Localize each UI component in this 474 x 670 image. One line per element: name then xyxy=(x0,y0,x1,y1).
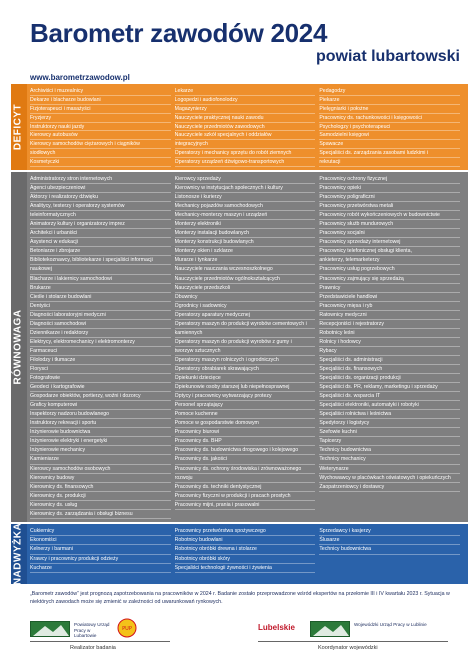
occupation-item: Fryzjerzy xyxy=(30,114,171,123)
occupation-item: Bibliotekoznawcy, bibliotekarze i specjaliści informacji xyxy=(30,256,171,265)
occupation-item: Pracownicy mięsa i ryb xyxy=(319,302,460,311)
occupation-item: Pomoce kuchenne xyxy=(175,410,316,419)
occupation-item: integracyjnych xyxy=(175,140,316,149)
occupation-item: Specjaliści rolnictwa i leśnictwa xyxy=(319,410,460,419)
occupation-item: Kucharze xyxy=(30,564,171,573)
page-subtitle: powiat lubartowski xyxy=(315,48,460,65)
divider-left xyxy=(30,641,170,642)
occupation-item: Kierowcy autobusów xyxy=(30,131,171,140)
occupation-item: Pracownicy przetwórstwa spożywczego xyxy=(175,527,316,536)
occupation-item: kamiennych xyxy=(175,329,316,338)
occupation-item: Ślusarze xyxy=(319,536,460,545)
occupation-item: Operatorzy maszyn rolniczych i ogrodniczych xyxy=(175,356,316,365)
occupation-item: Specjaliści ds. organizacji produkcji xyxy=(319,374,460,383)
occupation-item: Kierowcy samochodów ciężarowych i ciągników xyxy=(30,140,171,149)
header xyxy=(30,18,460,65)
occupation-item: Pracownicy ds. jakości xyxy=(175,455,316,464)
occupation-item: Cieśle i stolarze budowlani xyxy=(30,293,171,302)
occupation-item: Logopedzi i audiofonolodzy xyxy=(175,96,316,105)
occupation-item: Specjaliści ds. finansowych xyxy=(319,365,460,374)
occupation-item: Robotnicy leśni xyxy=(319,329,460,338)
wup-logo-icon xyxy=(310,621,350,637)
occupation-item: Specjaliści ds. administracji xyxy=(319,356,460,365)
occupation-item: Recepcjoniści i rejestratorzy xyxy=(319,320,460,329)
occupation-item: Technicy mechanicy xyxy=(319,455,460,464)
occupation-column xyxy=(30,527,175,581)
occupation-item: Filolodzy i tłumacze xyxy=(30,356,171,365)
nadwyzka-columns xyxy=(30,527,464,581)
occupation-item: Nauczyciele przedmiotów ogólnokształcących xyxy=(175,275,316,284)
wup-logo-text: Wojewódzki Urząd Pracy w Lublinie xyxy=(354,622,427,627)
page-title: Barometr zawodów 2024 xyxy=(30,18,328,48)
occupation-item: Pracownicy ds. budownictwa drogowego i kolejowego xyxy=(175,446,316,455)
occupation-item: Specjaliści ds. PR, reklamy, marketingu i sprzedaży xyxy=(319,383,460,392)
occupation-column xyxy=(30,175,175,519)
occupation-item: Robotnicy obróbki skóry xyxy=(175,555,316,564)
occupation-item: Pracownicy socjalni xyxy=(319,229,460,238)
occupation-item: Pracownicy ochrony fizycznej xyxy=(319,175,460,184)
occupation-column xyxy=(175,527,320,581)
occupation-item: Elektrycy, elektromechanicy i elektromonterzy xyxy=(30,338,171,347)
occupation-item: rozwoju xyxy=(175,474,316,483)
occupation-item: Magazynierzy xyxy=(175,105,316,114)
occupation-item: Pracownicy opieki xyxy=(319,184,460,193)
occupation-item: Technicy budownictwa xyxy=(319,446,460,455)
occupation-item: naukowej xyxy=(30,265,171,274)
occupation-item: Archiwiści i muzealnicy xyxy=(30,87,171,96)
occupation-item: Fotografowie xyxy=(30,374,171,383)
occupation-item: Aktorzy i realizatorzy dźwięku xyxy=(30,193,171,202)
occupation-item: Pracownicy usług pogrzebowych xyxy=(319,265,460,274)
occupation-item: Wychowawcy w placówkach oświatowych i opiekuńczych xyxy=(319,474,460,483)
occupation-item: Kamieniarze xyxy=(30,455,171,464)
occupation-item: Nauczyciele przedszkoli xyxy=(175,284,316,293)
emblem-icon xyxy=(117,618,137,638)
occupation-item: Pracownicy fizyczni w produkcji i pracach prostych xyxy=(175,492,316,501)
occupation-item: Asystenci w edukacji xyxy=(30,238,171,247)
occupation-column xyxy=(319,527,464,581)
occupation-item: Pracownicy telefonicznej obsługi klienta, xyxy=(319,247,460,256)
occupation-item: Kierownicy ds. finansowych xyxy=(30,483,171,492)
occupation-item: Kierownicy w instytucjach społecznych i kultury xyxy=(175,184,316,193)
occupation-item: Rolnicy i hodowcy xyxy=(319,338,460,347)
occupation-item: Farmaceuci xyxy=(30,347,171,356)
occupation-item: Samodzielni księgowi xyxy=(319,131,460,140)
occupation-item: Monterzy elektroniki xyxy=(175,220,316,229)
occupation-item: Pracownicy ds. BHP xyxy=(175,437,316,446)
occupation-item: Agenci ubezpieczeniowi xyxy=(30,184,171,193)
occupation-item: Monterzy okien i szklarze xyxy=(175,247,316,256)
occupation-item: Instruktorzy rekreacji i sportu xyxy=(30,419,171,428)
occupation-item: Spedytorzy i logistycy xyxy=(319,419,460,428)
occupation-item: Rybacy xyxy=(319,347,460,356)
occupation-item: Operatorzy aparatury medycznej xyxy=(175,311,316,320)
occupation-item: Nauczyciele szkół specjalnych i oddziałów xyxy=(175,131,316,140)
occupation-item: Operatorzy maszyn do produkcji wyrobów cementowych i xyxy=(175,320,316,329)
occupation-item: Florysci xyxy=(30,365,171,374)
occupation-item: Kosmetyczki xyxy=(30,158,171,167)
occupation-item: Pracownicy mijni, prania i prasowalni xyxy=(175,501,316,510)
occupation-item: Opiekunowie osoby starszej lub niepełnosprawnej xyxy=(175,383,316,392)
occupation-item: Pracownicy ds. ochrony środowiska i zrównoważonego xyxy=(175,465,316,474)
footnote: „Barometr zawodów” jest prognozą zapotrzebowania na pracowników w 2024 r. Badanie zostało przeprowadzone wśród ekspertów na przełomie III i IV kwartału 2023 r. Sytuacja w niektórych zawodach może się zmienić w zależności od uwarunkowań rynkowych. xyxy=(30,591,450,605)
occupation-item: Pracownicy ds. rachunkowości i księgowości xyxy=(319,114,460,123)
section-label-deficyt: DEFICYT xyxy=(11,84,27,170)
occupation-item: Diagności laboratoryjni medyczni xyxy=(30,311,171,320)
occupation-item: Tapicerzy xyxy=(319,437,460,446)
section-label-nadwyzka: NADWYŻKA xyxy=(11,524,27,584)
occupation-item: Pracownicy robót wykończeniowych w budownictwie xyxy=(319,211,460,220)
occupation-item: Nauczyciele nauczania wczesnoszkolnego xyxy=(175,265,316,274)
occupation-item: Graficy komputerowi xyxy=(30,401,171,410)
website-link[interactable]: www.barometrzawodow.pl xyxy=(30,73,130,82)
occupation-item: Piekarze xyxy=(319,96,460,105)
occupation-item: Instruktorzy nauki jazdy xyxy=(30,123,171,132)
occupation-item: Kierowcy samochodów osobowych xyxy=(30,465,171,474)
divider-right xyxy=(258,641,448,642)
occupation-item: Operatorzy obrabiarek skrawających xyxy=(175,365,316,374)
occupation-item: Dentyści xyxy=(30,302,171,311)
occupation-item: Kierowcy sprzedaży xyxy=(175,175,316,184)
occupation-item: Robotnicy obróbki drewna i stolarze xyxy=(175,545,316,554)
occupation-item: Psychologzy i psychoterapeuci xyxy=(319,123,460,132)
occupation-item: Blacharze i lakiernicy samochodowi xyxy=(30,275,171,284)
section-label-rownowaga: RÓWNOWAGA xyxy=(11,172,27,522)
occupation-item: Fizjoterapeuci i masażyści xyxy=(30,105,171,114)
occupation-item: Dekarze i blacharze budowlani xyxy=(30,96,171,105)
occupation-item: Pielęgniarki i położne xyxy=(319,105,460,114)
occupation-item: Robotnicy budowlani xyxy=(175,536,316,545)
occupation-item: Kierownicy ds. usług xyxy=(30,501,171,510)
occupation-item: Murarze i tynkarze xyxy=(175,256,316,265)
occupation-item: Monterzy instalacji budowlanych xyxy=(175,229,316,238)
occupation-item: Obuwnicy xyxy=(175,293,316,302)
occupation-item: Specjaliści ds. zarządzania zasobami ludzkimi i xyxy=(319,149,460,158)
occupation-item: Listonosze i kurierzy xyxy=(175,193,316,202)
occupation-item: Betoniarze i zbrojarze xyxy=(30,247,171,256)
lubelskie-logo: Lubelskie xyxy=(258,623,295,632)
rownowaga-columns xyxy=(30,175,464,519)
occupation-item: Lekarze xyxy=(175,87,316,96)
occupation-item: Zaopatrzeniowcy i dostawcy xyxy=(319,483,460,492)
occupation-item: Personel sprzątający xyxy=(175,401,316,410)
occupation-item: Kelnerzy i barmani xyxy=(30,545,171,554)
occupation-item: Cukiernicy xyxy=(30,527,171,536)
occupation-item: Ekonomiści xyxy=(30,536,171,545)
occupation-item: Administratorzy stron internetowych xyxy=(30,175,171,184)
occupation-item: Pracownicy ds. techniki dentystycznej xyxy=(175,483,316,492)
occupation-item: Ogrodnicy i sadownicy xyxy=(175,302,316,311)
occupation-item: Diagności samochodowi xyxy=(30,320,171,329)
occupation-item: teleinformatycznych xyxy=(30,211,171,220)
section-nadwyzka xyxy=(11,524,468,584)
occupation-item: Ratownicy medyczni xyxy=(319,311,460,320)
occupation-column xyxy=(319,87,464,167)
occupation-item: tworzyw sztucznych xyxy=(175,347,316,356)
occupation-item: Krawcy i pracownicy produkcji odzieży xyxy=(30,555,171,564)
occupation-item: Inżynierowie elektryki i energetyki xyxy=(30,437,171,446)
occupation-item: Pracownicy zajmujący się sprzedażą xyxy=(319,275,460,284)
occupation-item: Kierownicy ds. zarządzania i obsługi biznesu xyxy=(30,510,171,519)
pup-logo-icon xyxy=(30,621,70,637)
occupation-item: Mechanicy-monterzy maszyn i urządzeń xyxy=(175,211,316,220)
occupation-item: Analitycy, testerzy i operatorzy systemów xyxy=(30,202,171,211)
occupation-item: Kierownicy budowy xyxy=(30,474,171,483)
caption-koordynator: Koordynator wojewódzki xyxy=(318,645,378,651)
occupation-item: Operatorzy maszyn do produkcji wyrobów z gumy i xyxy=(175,338,316,347)
occupation-column xyxy=(175,87,320,167)
occupation-item: Monterzy konstrukcji budowlanych xyxy=(175,238,316,247)
occupation-column xyxy=(319,175,464,519)
occupation-item: Inżynierowie mechanicy xyxy=(30,446,171,455)
occupation-item: rekrutacji xyxy=(319,158,460,167)
deficyt-columns xyxy=(30,87,464,167)
occupation-item: Sprzedawcy i kasjerzy xyxy=(319,527,460,536)
pup-logo-text: Powiatowy Urząd Pracy w Lubartowie xyxy=(74,622,110,639)
occupation-item: Szefowie kuchni xyxy=(319,428,460,437)
occupation-item: Specjaliści technologii żywności i żywienia xyxy=(175,564,316,573)
occupation-item: Specjaliści elektroniki, automatyki i robotyki xyxy=(319,401,460,410)
occupation-item: Optycy i pracownicy wytwarzający protezy xyxy=(175,392,316,401)
occupation-item: Pracownicy sprzedaży internetowej xyxy=(319,238,460,247)
occupation-column xyxy=(30,87,175,167)
occupation-item: Mechanicy pojazdów samochodowych xyxy=(175,202,316,211)
occupation-item: siodłowych xyxy=(30,149,171,158)
svg-text:PUP: PUP xyxy=(122,626,132,632)
occupation-item: Pracownicy poligraficzni xyxy=(319,193,460,202)
occupation-item: Gospodarze obiektów, portierzy, woźni i dozorcy xyxy=(30,392,171,401)
occupation-item: Opiekunki dziecięce xyxy=(175,374,316,383)
occupation-item: Przedstawiciele handlowi xyxy=(319,293,460,302)
occupation-item: Specjaliści ds. wsparcia IT xyxy=(319,392,460,401)
occupation-item: Operatorzy i mechanicy sprzętu do robót ziemnych xyxy=(175,149,316,158)
occupation-item: Pomoce w gospodarstwie domowym xyxy=(175,419,316,428)
occupation-item: Pracownicy biurowi xyxy=(175,428,316,437)
occupation-item: Nauczyciele przedmiotów zawodowych xyxy=(175,123,316,132)
occupation-item: Architekci i urbaniści xyxy=(30,229,171,238)
occupation-item: Pedagodzy xyxy=(319,87,460,96)
occupation-item: Nauczyciele praktycznej nauki zawodu xyxy=(175,114,316,123)
caption-realizator: Realizator badania xyxy=(70,645,116,651)
occupation-item: Brukarze xyxy=(30,284,171,293)
occupation-item: Animatorzy kultury i organizatorzy imprez xyxy=(30,220,171,229)
occupation-item: Spawacze xyxy=(319,140,460,149)
section-deficyt xyxy=(11,84,468,170)
occupation-item: Inżynierowie budownictwa xyxy=(30,428,171,437)
occupation-item: Technicy budownictwa xyxy=(319,545,460,554)
occupation-item: Dziennikarze i redaktorzy xyxy=(30,329,171,338)
occupation-item: Kierownicy ds. produkcji xyxy=(30,492,171,501)
occupation-item: Geodeci i kartografowie xyxy=(30,383,171,392)
occupation-item: Operatorzy urządzeń dźwigowo-transportowych xyxy=(175,158,316,167)
section-rownowaga xyxy=(11,172,468,522)
occupation-item: Weterynarze xyxy=(319,465,460,474)
occupation-item: Pracownicy służb mundurowych xyxy=(319,220,460,229)
occupation-column xyxy=(175,175,320,519)
occupation-item: Prawnicy xyxy=(319,284,460,293)
occupation-item: Inspektorzy nadzoru budowlanego xyxy=(30,410,171,419)
occupation-item: Pracownicy przetwórstwa metali xyxy=(319,202,460,211)
occupation-item: ankieterzy, telemarketerzy xyxy=(319,256,460,265)
